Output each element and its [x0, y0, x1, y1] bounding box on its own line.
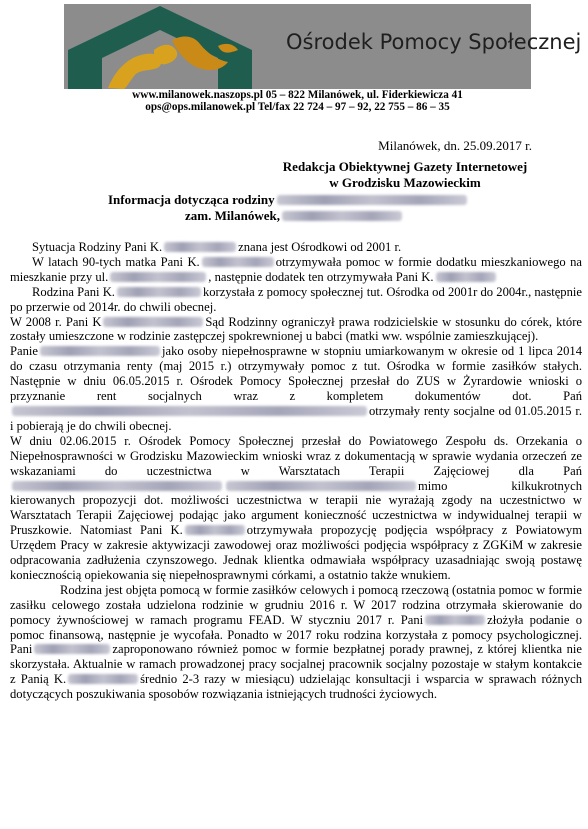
redacted-name [164, 242, 236, 252]
text-run: Sąd Rodzinny ograniczył prawa rodzicielskie w stosunku do córek, które zostały umieszczone w rodzinie zastępczej spokrewnionej u babci (matki ww. wspólnie zamieszkującej). [10, 314, 582, 344]
logo-house-hands-icon [68, 6, 278, 89]
paragraph [10, 434, 582, 583]
redacted-name [277, 195, 467, 205]
text-run: Rodzina Pani K. [32, 284, 115, 299]
paragraph [10, 240, 582, 255]
redacted-name [117, 287, 201, 297]
text-run: Panie [10, 344, 38, 359]
contact-line-phone: ops@ops.milanowek.pl Tel/fax 22 724 – 97 – 92, 22 755 – 86 – 35 [145, 101, 450, 113]
recipient-line2: w Grodzisku Mazowieckim [329, 175, 481, 190]
text-run: otrzymywała pomoc w formie dodatku mieszkaniowego na mieszkanie przy ul. [10, 254, 582, 284]
text-run: otrzymały renty socjalne od 01.05.2015 r. i pobierają je do chwili obecnej. [10, 403, 582, 433]
paragraph [10, 255, 582, 285]
text-run: złożyła podanie o pomoc finansową, następnie je wycofała. Ponadto w 2017 roku rodzina korzystała z pomocy psychologicznej. Pani [10, 612, 582, 657]
text-run: zaproponowano również pomoc w formie bezpłatnej porady prawnej, z której klientka nie skorzystała. Aktualnie w ramach prowadzonej pracy socjalnej pracownik socjalny pozostaje w stałym kontakcie z Panią K. [10, 642, 582, 687]
text-run: jako osoby niepełnosprawne w stopniu umiarkowanym w okresie od 1 lipca 2014 do czasu otrzymania renty (maj 2015 r.) otrzymywały pomoc z tut. Ośrodka w formie zasiłków stałych. Następnie w dniu 06.05.2015 r. Ośrodek Pomocy Społecznej przesłał do ZUS w Żyrardowie wnioski o przyznanie rent socjalnych wraz z kompletem dokumentów dot. Pań [10, 344, 582, 404]
redacted-name [185, 525, 245, 535]
redacted-name [12, 406, 367, 416]
org-name: Ośrodek Pomocy Społecznej [286, 30, 582, 54]
subject-text: Informacja dotycząca rodziny [108, 192, 275, 207]
subject-line1 [108, 192, 469, 208]
text-run: W latach 90-tych matka Pani K. [32, 254, 200, 269]
text-run: średnio 2-3 razy w miesiącu) udzielając konsultacji i wsparcia w sprawach różnych dotyczących poszukiwania sposobów rozwiązania istniejących trudności życiowych. [10, 672, 583, 702]
paragraph [10, 583, 582, 702]
text-run: W dniu 02.06.2015 r. Ośrodek Pomocy Społecznej przesłał do Powiatowego Zespołu ds. Orzekania o Niepełnosprawności w Grodzisku Mazowieckim wnioski wraz z dokumentacją w sprawie wydania orzeczeń ze wskazaniami do uczestnictwa w Warsztatach Terapii Zajęciowej dla Pań [10, 433, 582, 478]
text-run: W 2008 r. Pani K [10, 314, 102, 329]
redacted-name [34, 644, 110, 654]
text-run: Rodzina jest objęta pomocą w formie zasiłków celowych i pomocą rzeczową (ostatnia pomoc w formie zasiłku celowego została udzielona rodzinie w grudniu 2016 r. W 2017 rodzina otrzymała skierowanie do pomocy żywnościowej w ramach programu FEAD. W styczniu 2017 r. Pani [10, 582, 582, 627]
paragraph [10, 285, 582, 315]
recipient-line1: Redakcja Obiektywnej Gazety Internetowej [282, 159, 528, 174]
contact-line-address: www.milanowek.naszops.pl 05 – 822 Milanówek, ul. Fiderkiewicza 41 [132, 89, 463, 101]
redacted-name [436, 272, 496, 282]
text-run: korzystała z pomocy społecznej tut. Ośrodka od 2001r do 2004r., następnie po przerwie od 2014r. do chwili obecnej. [10, 284, 582, 314]
redacted-name [226, 481, 416, 491]
header-banner [64, 4, 582, 89]
text-run: znana jest Ośrodkowi od 2001 r. [238, 240, 402, 254]
subject-line2 [185, 208, 404, 224]
redacted-address [110, 272, 206, 282]
letter-body [10, 240, 582, 702]
redacted-name [103, 317, 203, 327]
redacted-name [68, 674, 138, 684]
redacted-name [40, 346, 160, 356]
paragraph [10, 344, 582, 433]
text-run: , następnie dodatek ten otrzymywała Pani K. [208, 269, 434, 284]
redacted-name [425, 615, 485, 625]
text-run: otrzymywała propozycję podjęcia współpracy z Powiatowym Urzędem Pracy w zakresie aktywizacji zawodowej oraz możliwości podjęcia współpracy z ZGKiM w zakresie odpracowania zadłużenia czynszowego. Jednak klientka odmawiała współpracy uzasadniając swoją postawę koniecznością opiekowania się niepełnosprawnymi córkami, a ostatnio także wnukiem. [10, 523, 583, 582]
subject-address-label: zam. Milanówek, [185, 208, 280, 223]
text-run: mimo kilkukrotnych kierowanych propozycji dot. możliwości uczestnictwa w terapii nie wyrażają zgody na uczestnictwo w Warsztatach Terapii Zajęciowej podając jako argument konieczność uczestnictwa w indywidualnej terapii w Pruszkowie. Natomiast Pani K. [10, 478, 582, 538]
redacted-name [202, 257, 274, 267]
paragraph [10, 315, 582, 345]
redacted-name [12, 481, 222, 491]
redacted-address [282, 211, 402, 221]
document-date: Milanówek, dn. 25.09.2017 r. [378, 138, 532, 153]
text-run: Sytuacja Rodziny Pani K. [32, 240, 163, 254]
